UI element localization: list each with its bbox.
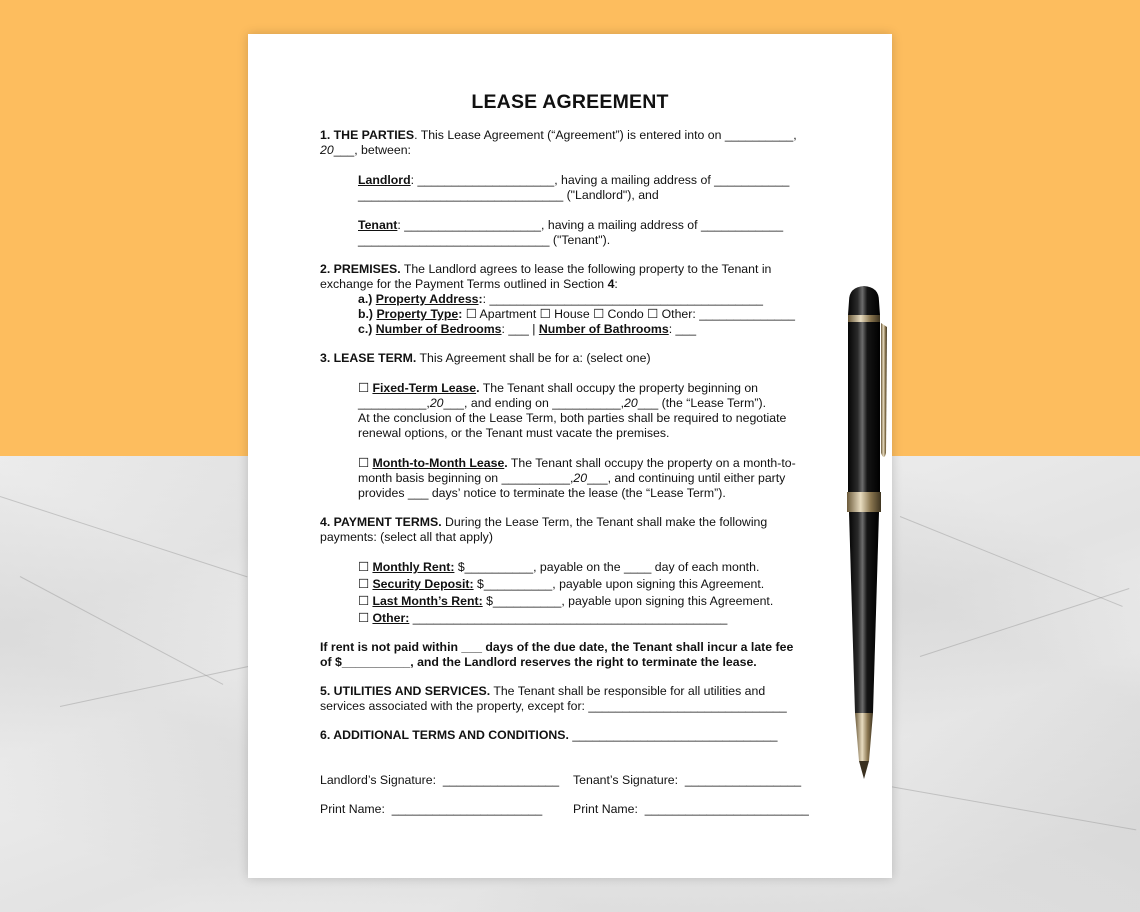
tenant-print-name-field[interactable]: Print Name: ________________________ xyxy=(573,802,809,816)
signature-block xyxy=(320,773,820,817)
property-type-line: b.) Property Type: ☐ Apartment ☐ House ☐ Condo ☐ Other: ______________ xyxy=(358,307,795,321)
pen-tip-cone xyxy=(855,713,873,761)
pen-cap-band xyxy=(848,315,880,322)
additional-terms-heading: 6. ADDITIONAL TERMS AND CONDITIONS. xyxy=(320,728,569,742)
section-additional-terms: 6. ADDITIONAL TERMS AND CONDITIONS. ______________________________ xyxy=(320,728,778,742)
list-item: ☐ Last Month’s Rent: $__________, payable upon signing this Agreement. xyxy=(358,594,774,608)
landlord-block: Landlord: ____________________, having a mailing address of ___________ ______________________________ ("Landlord"), and xyxy=(358,173,790,202)
landlord-print-name-field[interactable]: Print Name: ______________________ xyxy=(320,802,543,816)
pen-center-band xyxy=(847,492,881,512)
security-deposit-checkbox[interactable]: ☐ xyxy=(358,577,373,591)
property-address-line: a.) Property Address:: ________________________________________ xyxy=(358,292,764,306)
pen-nib xyxy=(859,761,869,779)
pen-top-cap xyxy=(848,286,880,315)
tenant-block: Tenant: ____________________, having a mailing address of ____________ ____________________________ ("Tenant"). xyxy=(358,218,784,247)
pen-barrel-upper xyxy=(848,322,880,492)
utilities-heading: 5. UTILITIES AND SERVICES. xyxy=(320,684,491,698)
month-to-month-checkbox[interactable]: ☐ xyxy=(358,456,373,470)
payment-terms-heading: 4. PAYMENT TERMS. xyxy=(320,515,442,529)
section-parties: 1. THE PARTIES. This Lease Agreement (“Agreement”) is entered into on __________, 20___, between: Landlord: ____________________, having a mailing address of ___________ ______________________________ ("Landlord"), and Tenant: ____________________, having a mailing address of ____________ ____________________________ ("Tenant"). xyxy=(320,128,820,248)
month-to-month-option: ☐ Month-to-Month Lease. The Tenant shall occupy the property on a month-to- month basis beginning on __________,20___, and continuing until either party provides ___ days’ notice to terminate the lease (the “Lease Term”). xyxy=(358,456,796,500)
monthly-rent-checkbox[interactable]: ☐ xyxy=(358,560,373,574)
list-item: ☐ Security Deposit: $__________, payable upon signing this Agreement. xyxy=(358,577,765,591)
list-item: ☐ Monthly Rent: $__________, payable on the ____ day of each month. xyxy=(358,560,760,574)
section-premises: 2. PREMISES. The Landlord agrees to lease the following property to the Tenant in exchange for the Payment Terms outlined in Section 4: a.) Property Address:: ________________________________________ b.) Property Type: ☐ Apartment ☐ House ☐ Condo ☐ Other: ______________ c.) Number of Bedrooms: ___ | Number of Bathrooms: ___ xyxy=(320,262,820,337)
section-lease-term: 3. LEASE TERM. This Agreement shall be for a: (select one) ☐ Fixed-Term Lease. The Tenant shall occupy the property beginning on __________,20___, and ending on __________,20___ (the “Lease Term”). At the conclusion of the Lease Term, both parties shall be required to negotiate renewal options, or the Tenant must vacate the premises. ☐ Month-to-Month Lease. The Tenant shall occupy the property on a month-to- month basis beginning on __________,20___, and continuing until either party provides ___ days’ notice to terminate the lease (the “Lease Term”). xyxy=(320,351,820,501)
payment-items xyxy=(358,560,820,626)
rooms-line: c.) Number of Bedrooms: ___ | Number of Bathrooms: ___ xyxy=(358,322,697,336)
fixed-term-option: ☐ Fixed-Term Lease. The Tenant shall occupy the property beginning on __________,20___, and ending on __________,20___ (the “Lease Term”). At the conclusion of the Lease Term, both parties shall be required to negotiate renewal options, or the Tenant must vacate the premises. xyxy=(358,381,787,440)
section-payment-terms: 4. PAYMENT TERMS. During the Lease Term, the Tenant shall make the following payments: (select all that apply) ☐ Monthly Rent: $__________, payable on the ____ day of each month. ☐ Security Deposit: $__________, payable upon signing this Agreement. ☐ Last Month’s Rent: $__________, payable upon signing this Agreement. ☐ Other: ______________________________________________ xyxy=(320,515,820,626)
late-fee-clause: If rent is not paid within ___ days of the due date, the Tenant shall incur a late fee of $__________, and the Landlord reserves the right to terminate the lease. xyxy=(320,640,794,669)
premises-heading: 2. PREMISES. xyxy=(320,262,401,276)
document-title: LEASE AGREEMENT xyxy=(471,91,669,113)
lease-term-heading: 3. LEASE TERM. xyxy=(320,351,417,365)
tenant-label: Tenant xyxy=(358,218,398,232)
section-utilities: 5. UTILITIES AND SERVICES. The Tenant shall be responsible for all utilities and services associated with the property, except for: _____________________________ xyxy=(320,684,787,713)
pen-clip xyxy=(881,323,887,457)
landlord-signature-field[interactable]: Landlord’s Signature: _________________ xyxy=(320,773,560,787)
document-body xyxy=(320,90,820,831)
fixed-term-checkbox[interactable]: ☐ xyxy=(358,381,373,395)
landlord-label: Landlord xyxy=(358,173,411,187)
other-payment-checkbox[interactable]: ☐ xyxy=(358,611,373,625)
last-month-rent-checkbox[interactable]: ☐ xyxy=(358,594,373,608)
pen-barrel-lower xyxy=(849,512,879,713)
parties-heading: 1. THE PARTIES xyxy=(320,128,415,142)
pen-image xyxy=(843,283,887,783)
tenant-signature-field[interactable]: Tenant’s Signature: _________________ xyxy=(573,773,802,787)
list-item: ☐ Other: ______________________________________________ xyxy=(358,611,728,625)
lease-document-page xyxy=(248,34,892,878)
